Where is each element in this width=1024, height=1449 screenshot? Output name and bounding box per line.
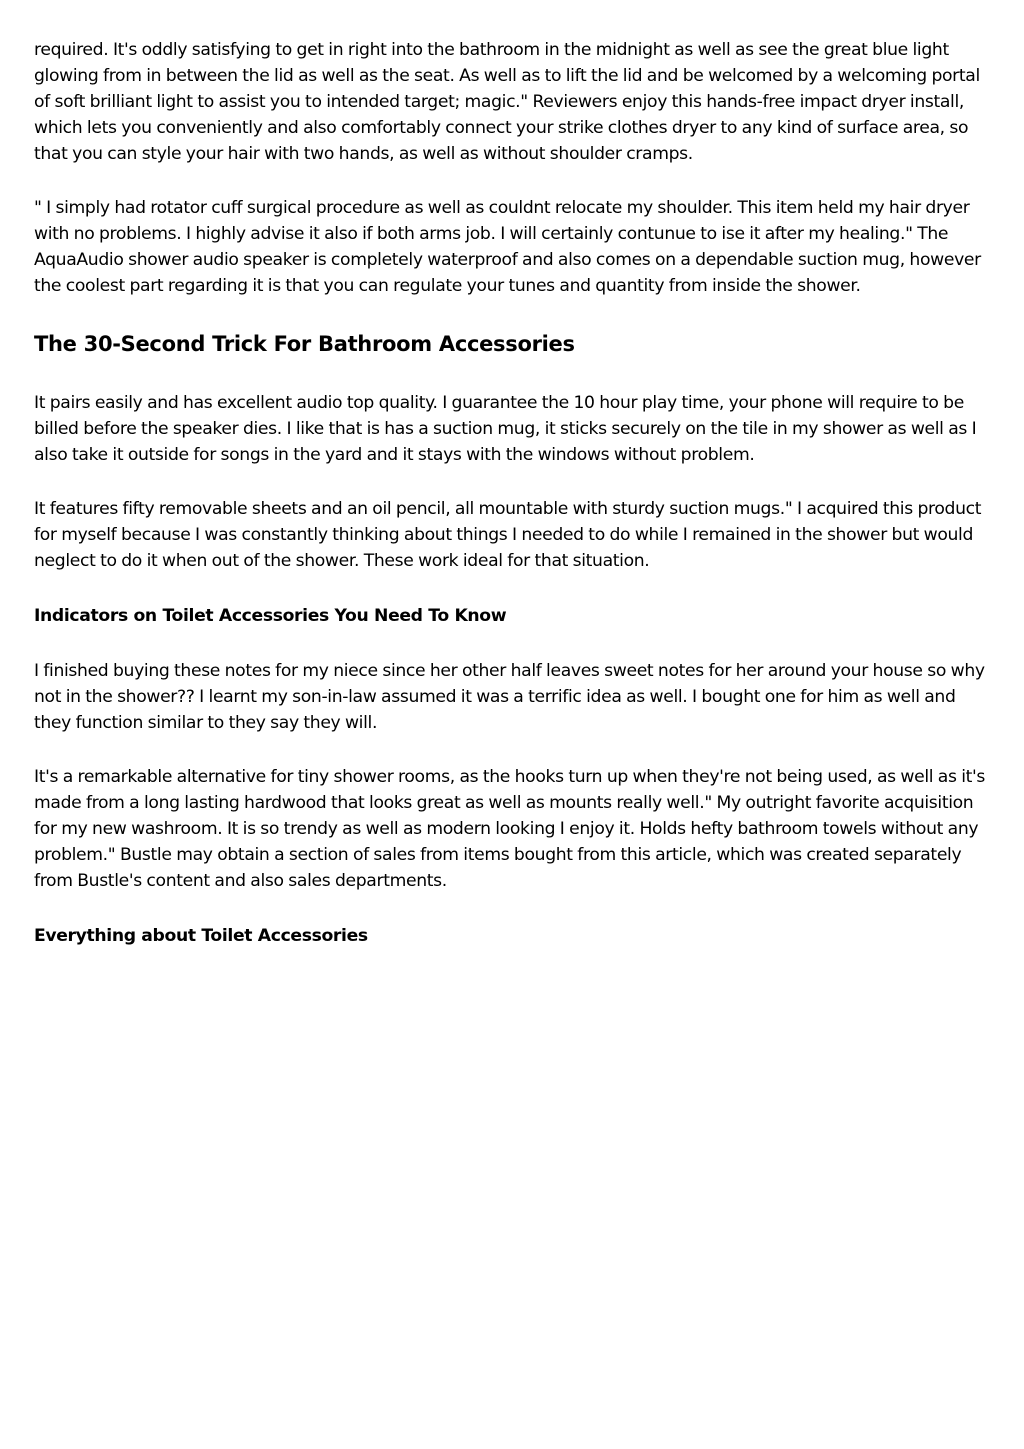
section-heading: The 30-Second Trick For Bathroom Accessories bbox=[34, 332, 575, 356]
paragraph: required. It's oddly satisfying to get in right into the bathroom in the midnight as well as see the great blue light glowing from in between the lid as well as the seat. As well as to lift the lid and be welcomed by a welcoming portal of soft brilliant light to assist you to intended target; magic." Reviewers enjoy this hands-free impact dryer install, which lets you conveniently and also comfortably connect your strike clothes dryer to any kind of surface area, so that you can style your hair with two hands, as well as without shoulder cramps. bbox=[34, 40, 980, 164]
paragraph: " I simply had rotator cuff surgical procedure as well as couldnt relocate my shoulder. This item held my hair dryer with no problems. I highly advise it also if both arms job. I will certainly contunue to ise it after my healing." The AquaAudio shower audio speaker is completely waterproof and also comes on a dependable suction mug, however the coolest part regarding it is that you can regulate your tunes and quantity from inside the shower. bbox=[34, 198, 981, 296]
subsection-heading: Everything about Toilet Accessories bbox=[34, 926, 368, 946]
paragraph: It features fifty removable sheets and an oil pencil, all mountable with sturdy suction mugs." I acquired this product for myself because I was constantly thinking about things I needed to do while I remained in the shower but would neglect to do it when out of the shower. These work ideal for that situation. bbox=[34, 499, 982, 571]
paragraph: It's a remarkable alternative for tiny shower rooms, as the hooks turn up when they're not being used, as well as it's made from a long lasting hardwood that looks great as well as mounts really well." My outright favorite acquisition for my new washroom. It is so trendy as well as modern looking I enjoy it. Holds hefty bathroom towels without any problem." Bustle may obtain a section of sales from items bought from this article, which was created separately from Bustle's content and also sales departments. bbox=[34, 767, 985, 891]
paragraph: It pairs easily and has excellent audio top quality. I guarantee the 10 hour play time, your phone will require to be billed before the speaker dies. I like that is has a suction mug, it sticks securely on the tile in my shower as well as I also take it outside for songs in the yard and it stays with the windows without problem. bbox=[34, 393, 977, 465]
subsection-heading: Indicators on Toilet Accessories You Need To Know bbox=[34, 606, 507, 626]
paragraph: I finished buying these notes for my niece since her other half leaves sweet notes for her around your house so why not in the shower?? I learnt my son-in-law assumed it was a terrific idea as well. I bought one for him as well and they function similar to they say they will. bbox=[34, 661, 985, 733]
